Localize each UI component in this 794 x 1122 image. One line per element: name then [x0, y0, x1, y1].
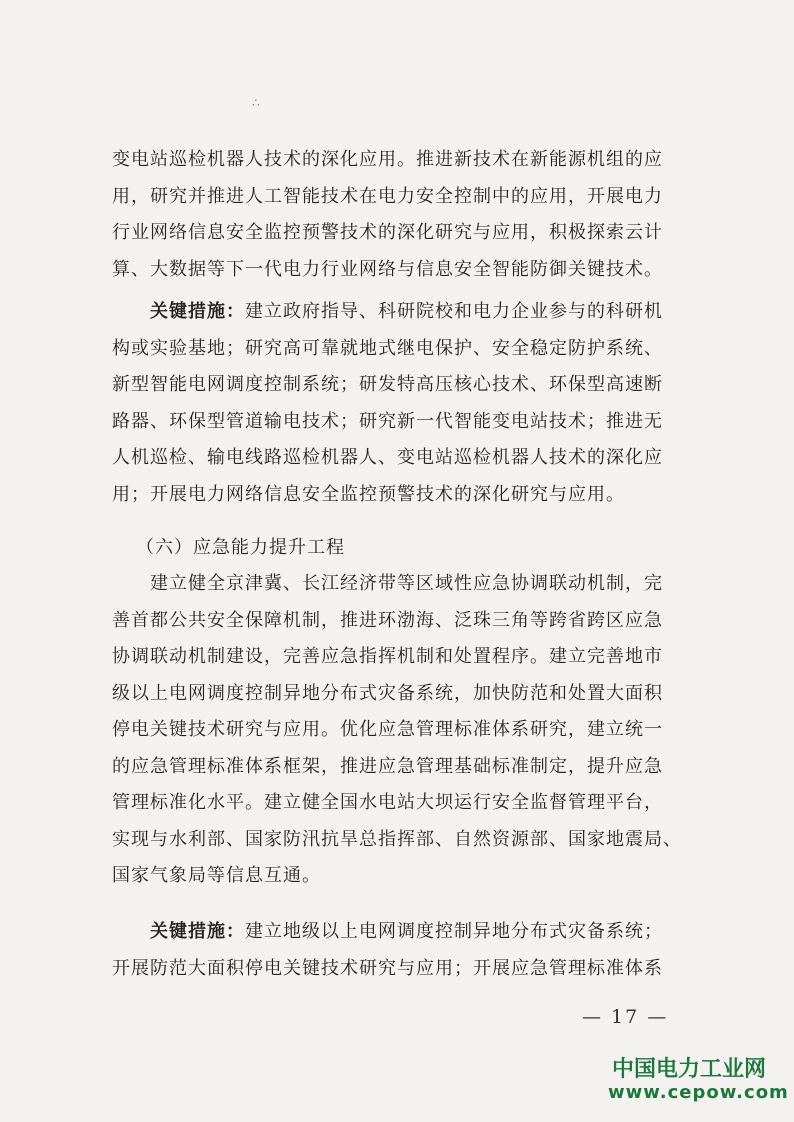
paragraph-line: 管理标准化水平。建立健全国水电站大坝运行安全监督管理平台， — [112, 792, 663, 813]
measures-label: 关键措施： — [150, 301, 245, 322]
section-heading-block — [112, 530, 697, 567]
key-measures-1 — [112, 294, 697, 513]
paragraph-line: 用；开展电力网络信息安全监控预警技术的深化研究与应用。 — [112, 483, 625, 505]
measures-text: 建立政府指导、科研院校和电力企业参与的科研机 — [245, 301, 663, 322]
paragraph-1 — [112, 142, 697, 288]
paragraph-2 — [112, 566, 697, 895]
measures-first-line — [112, 914, 697, 951]
paragraph-line: 实现与水利部、国家防汛抗旱总指挥部、自然资源部、国家地震局、 — [112, 828, 682, 850]
paragraph-line: 的应急管理标准体系框架，推进应急管理基础标准制定，提升应急 — [112, 755, 663, 777]
paragraph-line: 停电关键技术研究与应用。优化应急管理标准体系研究，建立统一 — [112, 719, 663, 740]
paragraph-line: 行业网络信息安全监控预警技术的深化研究与应用，积极探索云计 — [112, 222, 663, 243]
scan-mark: ∴ — [252, 96, 260, 110]
page-number: — 17 — — [582, 1006, 669, 1028]
paragraph-line: 协调联动机制建设，完善应急指挥机制和处置程序。建立完善地市 — [112, 646, 663, 667]
paragraph-line: 算、大数据等下一代电力行业网络与信息安全智能防御关键技术。 — [112, 258, 663, 280]
paragraph-line: 变电站巡检机器人技术的深化应用。推进新技术在新能源机组的应 — [112, 149, 663, 170]
paragraph-line: 国家气象局等信息互通。 — [112, 865, 321, 886]
measures-text: 建立地级以上电网调度控制异地分布式灾备系统； — [245, 921, 663, 942]
measures-label: 关键措施： — [150, 921, 245, 942]
paragraph-line: 级以上电网调度控制异地分布式灾备系统，加快防范和处置大面积 — [112, 682, 663, 704]
paragraph-line: 新型智能电网调度控制系统；研发特高压核心技术、环保型高速断 — [112, 374, 663, 395]
paragraph-line: 用，研究并推进人工智能技术在电力安全控制中的应用，开展电力 — [112, 185, 663, 207]
paragraph-line: 路器、环保型管道输电技术；研究新一代智能变电站技术；推进无 — [112, 410, 663, 432]
watermark-site-url: www.cepow.com — [608, 1082, 789, 1103]
paragraph-line: 建立健全京津冀、长江经济带等区域性应急协调联动机制，完 — [150, 573, 663, 594]
paragraph-line: 善首都公共安全保障机制，推进环渤海、泛珠三角等跨省跨区应急 — [112, 609, 663, 631]
measures-first-line — [112, 294, 697, 331]
paragraph-line: 构或实验基地；研究高可靠就地式继电保护、安全稳定防护系统、 — [112, 337, 663, 359]
key-measures-2 — [112, 914, 697, 987]
paragraph-line: 人机巡检、输电线路巡检机器人、变电站巡检机器人技术的深化应 — [112, 447, 663, 468]
section-heading: （六）应急能力提升工程 — [136, 537, 345, 558]
paragraph-line: 开展防范大面积停电关键技术研究与应用；开展应急管理标准体系 — [112, 957, 663, 979]
watermark-site-name: 中国电力工业网 — [612, 1057, 767, 1082]
